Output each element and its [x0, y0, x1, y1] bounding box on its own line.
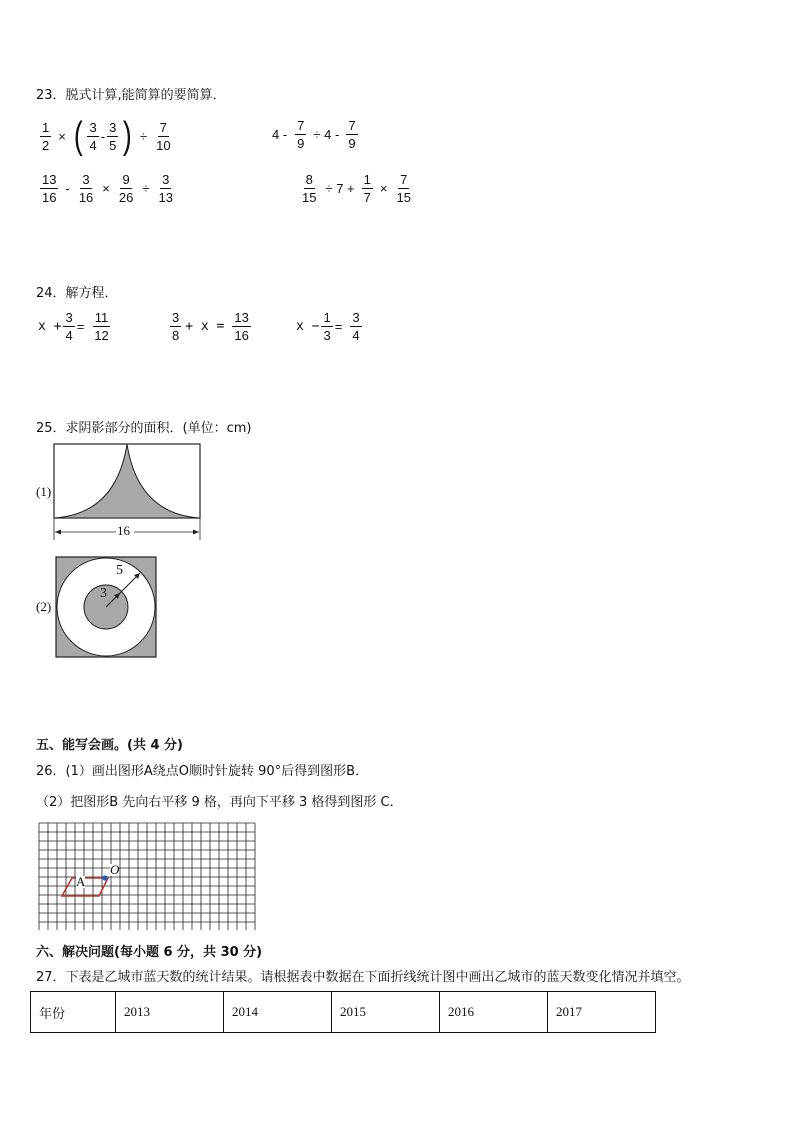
- fraction: $\frac{13}{16}$: [234, 310, 249, 343]
- fraction: $\frac{3}{5}$: [109, 119, 117, 153]
- fraction: $\frac{3}{4}$: [65, 310, 73, 343]
- equation-text: x −: [296, 319, 320, 334]
- table-cell-year: 2016: [440, 992, 548, 1033]
- grid-figure: [38, 822, 256, 930]
- section-5-title: 五、能写会画。(共 4 分): [36, 738, 183, 753]
- operator: ÷: [142, 181, 150, 196]
- shape-a-label: A: [76, 874, 86, 889]
- q24-equation-2: [168, 309, 253, 344]
- operator: ÷: [139, 128, 148, 144]
- fraction: $\frac{7}{15}$: [396, 172, 411, 205]
- figure-2-shaded-region: [54, 555, 158, 659]
- equation-text: x +: [38, 319, 62, 334]
- fraction: $\frac{8}{15}$: [302, 172, 317, 205]
- fraction: $\frac{3}{4}$: [352, 310, 360, 343]
- q23-title: 23．脱式计算,能简算的要简算．: [36, 88, 226, 103]
- point-o: [102, 875, 107, 880]
- right-paren: ): [123, 115, 133, 157]
- fraction: $\frac{13}{16}$: [42, 172, 57, 205]
- operator: =: [76, 319, 85, 334]
- fraction: $\frac{9}{26}$: [118, 172, 134, 205]
- fraction: $\frac{11}{12}$: [94, 310, 109, 343]
- figure-2-outer-radius: 5: [116, 563, 123, 578]
- fraction: $\frac{7}{9}$: [348, 118, 356, 151]
- q23-expression-2: [272, 117, 360, 152]
- table-cell-year: 2015: [332, 992, 440, 1033]
- table-header-cell: 年份: [31, 992, 116, 1033]
- q23-expression-4: [298, 171, 415, 206]
- q25-title: 25．求阴影部分的面积．(单位：cm): [36, 421, 252, 436]
- q24-equation-1: [38, 309, 113, 344]
- operator: ×: [102, 181, 110, 196]
- table-cell-year: 2013: [116, 992, 224, 1033]
- table-row: [31, 992, 656, 1033]
- q26-part-1: 26．(1）画出图形A绕点O顺时针旋转 90°后得到图形B．: [36, 764, 369, 779]
- figure-1-label: (1): [36, 484, 52, 499]
- equation-text: + x =: [185, 319, 225, 334]
- q27-text: 27．下表是乙城市蓝天数的统计结果。请根据表中数据在下面折线统计图中画出乙城市的蓝天数变化情况并填空。: [36, 970, 690, 985]
- fraction: $\frac{3}{13}$: [158, 172, 173, 205]
- operator: =: [334, 319, 343, 334]
- figure-1-dimension: 16: [117, 523, 130, 538]
- q24-title: 24．解方程．: [36, 286, 118, 301]
- section-6-title: 六、解决问题(每小题 6 分，共 30 分): [36, 945, 263, 960]
- table-cell-year: 2017: [548, 992, 656, 1033]
- operator: ÷ 7 +: [325, 181, 355, 196]
- fraction: $\frac{7}{9}$: [297, 118, 305, 151]
- q23-expression-3: [38, 171, 177, 206]
- operator: -: [100, 128, 106, 144]
- q23-expression-1: [38, 117, 175, 155]
- fraction: $\frac{1}{3}$: [323, 310, 331, 343]
- table-cell-year: 2014: [224, 992, 332, 1033]
- fraction: $\frac{3}{16}$: [78, 172, 94, 205]
- fraction: $\frac{3}{8}$: [172, 310, 180, 343]
- left-paren: (: [73, 115, 83, 157]
- grid-lines: [39, 823, 255, 930]
- operator: ×: [58, 128, 66, 144]
- q26-part-2: （2）把图形B 先向右平移 9 格，再向下平移 3 格得到图形 C．: [36, 795, 403, 810]
- figure-2-label: (2): [36, 599, 52, 614]
- fraction: $\frac{3}{4}$: [89, 119, 97, 153]
- figure-2-inner-radius: 3: [100, 586, 107, 601]
- q24-equation-3: [296, 309, 364, 344]
- fraction: $\frac{1}{7}$: [363, 172, 371, 205]
- operator: -: [65, 181, 70, 196]
- point-o-label: O: [110, 862, 120, 877]
- fraction: $\frac{1}{2}$: [42, 119, 50, 153]
- q27-table: [30, 991, 656, 1033]
- fraction: $\frac{7}{10}$: [156, 119, 171, 153]
- operator: ÷ 4 -: [313, 127, 340, 142]
- operator: 4 -: [272, 127, 288, 142]
- operator: ×: [379, 181, 388, 196]
